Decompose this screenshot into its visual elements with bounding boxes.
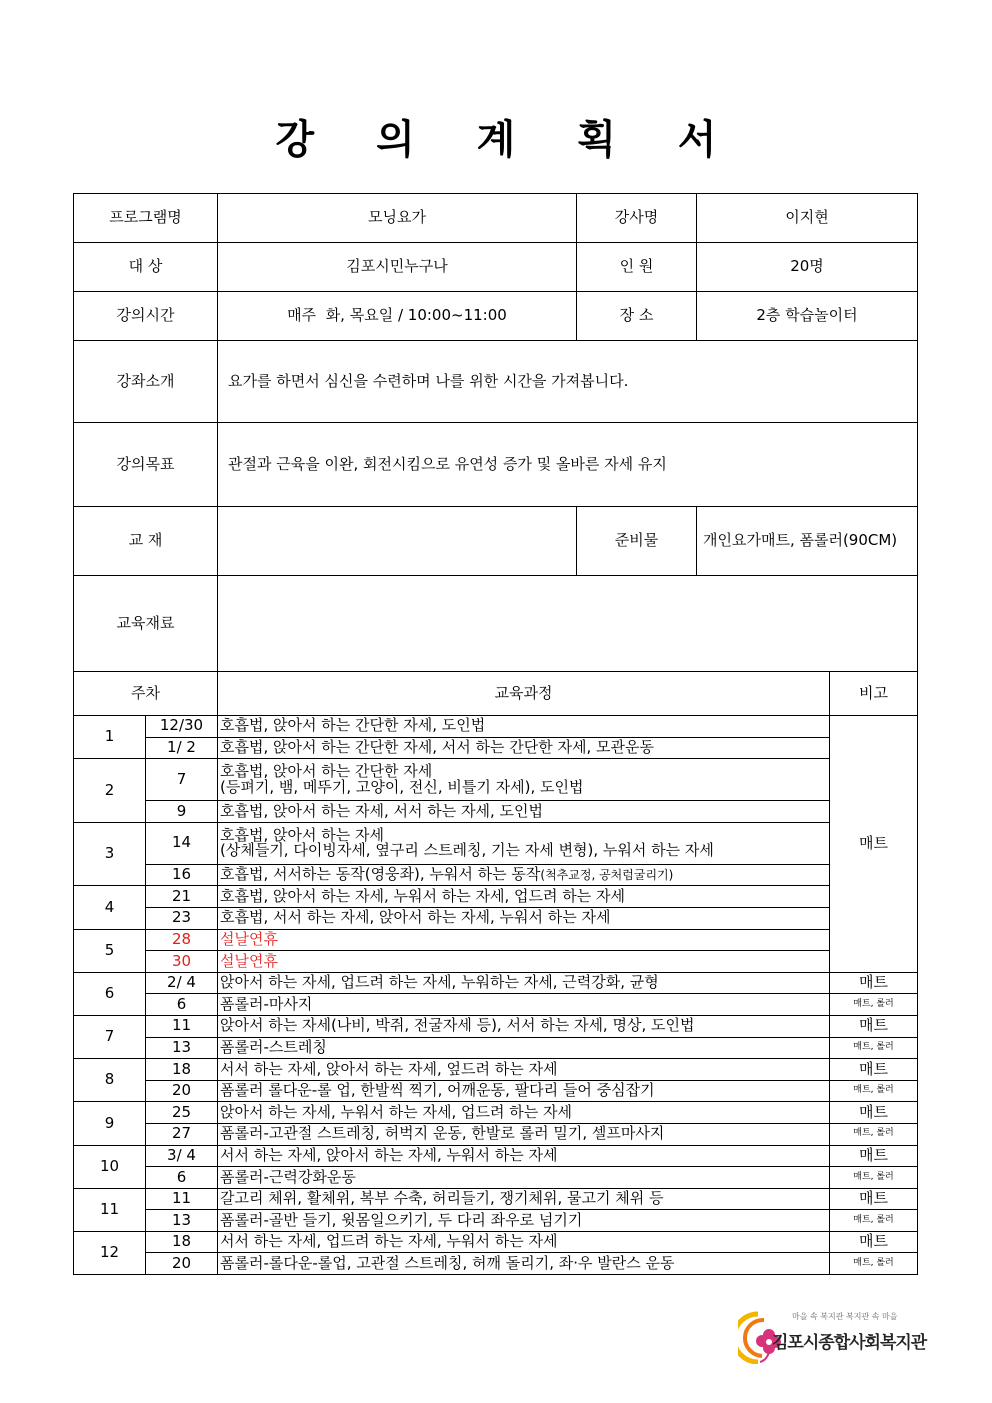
- session-date: 18: [146, 1231, 218, 1253]
- session-date: 23: [146, 907, 218, 929]
- time-value: 매주 화, 목요일 / 10:00~11:00: [218, 292, 577, 341]
- session-content-text: 호흡법, 서서 하는 자세, 앉아서 하는 자세, 누워서 하는 자세: [220, 908, 611, 927]
- session-content-note: (척추교정, 공처럼굴리기): [540, 868, 674, 883]
- material-value: [218, 576, 918, 672]
- session-date: 14: [146, 822, 218, 864]
- table-row: [74, 1059, 918, 1081]
- session-content: [218, 886, 830, 908]
- session-note: 매트: [830, 1231, 918, 1253]
- goal-label: 강의목표: [74, 423, 218, 507]
- table-row: [74, 1102, 918, 1124]
- week-header: 주차: [74, 672, 218, 716]
- session-content-text: 앉아서 하는 자세, 누워서 하는 자세, 업드려 하는 자세: [220, 1102, 572, 1121]
- welfare-center-logo: [738, 1308, 928, 1364]
- session-content-text: 서서 하는 자세, 앉아서 하는 자세, 엎드려 하는 자세: [220, 1059, 558, 1078]
- course-header: 교육과정: [218, 672, 830, 716]
- session-content: [218, 1102, 830, 1124]
- table-row: [74, 1080, 918, 1102]
- table-row: [74, 716, 918, 738]
- course-info-table: [73, 193, 918, 672]
- session-content: [218, 1145, 830, 1167]
- session-content: [218, 716, 830, 738]
- week-number: 8: [74, 1059, 146, 1102]
- session-content: [218, 1231, 830, 1253]
- session-note: 매트, 롤러: [830, 1253, 918, 1275]
- session-content-text: 서서 하는 자세, 앉아서 하는 자세, 누워서 하는 자세: [220, 1145, 558, 1164]
- textbook-value: [218, 507, 577, 576]
- schedule-table: [73, 671, 918, 1275]
- session-content-text: 폼롤러-골반 들기, 윗몸일으키기, 두 다리 좌우로 넘기기: [220, 1210, 583, 1229]
- session-content: [218, 972, 830, 994]
- session-content-text: 호흡법, 앉아서 하는 간단한 자세, 도인법: [220, 716, 486, 735]
- table-row: [74, 886, 918, 908]
- program-label: 프로그램명: [74, 194, 218, 243]
- session-content-text: 폼롤러-스트레칭: [220, 1037, 327, 1056]
- session-content-text: 앉아서 하는 자세(나비, 박쥐, 전굴자세 등), 서서 하는 자세, 명상, 도인법: [220, 1016, 695, 1035]
- session-date: 16: [146, 864, 218, 886]
- session-content-text: 서서 하는 자세, 업드려 하는 자세, 누워서 하는 자세: [220, 1232, 558, 1251]
- table-row: [74, 1037, 918, 1059]
- target-label: 대 상: [74, 243, 218, 292]
- session-date: 6: [146, 1167, 218, 1189]
- session-content: [218, 1080, 830, 1102]
- table-row: [74, 801, 918, 823]
- capacity-label: 인 원: [577, 243, 697, 292]
- session-content-text: 설날연휴: [220, 929, 278, 948]
- session-date: 7: [146, 759, 218, 801]
- session-date: 13: [146, 1037, 218, 1059]
- session-content: [218, 907, 830, 929]
- session-content: [218, 1253, 830, 1275]
- session-note: 매트: [830, 1188, 918, 1210]
- table-row: [74, 1188, 918, 1210]
- session-date: 30: [146, 951, 218, 973]
- session-note: 매트, 롤러: [830, 1037, 918, 1059]
- session-content: [218, 1059, 830, 1081]
- week-number: 3: [74, 822, 146, 886]
- session-date: 28: [146, 929, 218, 951]
- table-row: [74, 929, 918, 951]
- program-value: 모닝요가: [218, 194, 577, 243]
- session-content-text: 폼롤러-롤다운-롤업, 고관절 스트레칭, 허깨 돌리기, 좌·우 발란스 운동: [220, 1253, 675, 1272]
- session-content: [218, 1210, 830, 1232]
- session-content: [218, 1167, 830, 1189]
- session-note: 매트, 롤러: [830, 1123, 918, 1145]
- table-row: [74, 951, 918, 973]
- capacity-value: 20명: [697, 243, 918, 292]
- document-title: 강 의 계 획 서: [275, 117, 741, 163]
- week-number: 6: [74, 972, 146, 1015]
- session-note: 매트: [830, 1015, 918, 1037]
- table-row: [74, 1015, 918, 1037]
- table-row: [74, 1253, 918, 1275]
- table-row: [74, 864, 918, 886]
- time-label: 강의시간: [74, 292, 218, 341]
- session-date: 25: [146, 1102, 218, 1124]
- session-content-text-2: (상체들기, 다이빙자세, 옆구리 스트레칭, 기는 자세 변형), 누워서 하는 자세: [220, 841, 714, 860]
- session-note: 매트: [830, 1145, 918, 1167]
- session-note: 매트, 롤러: [830, 1080, 918, 1102]
- prep-value: 개인요가매트, 폼롤러(90CM): [697, 507, 918, 576]
- session-content: [218, 1188, 830, 1210]
- session-content: [218, 951, 830, 973]
- table-row: [74, 1145, 918, 1167]
- session-content: [218, 864, 830, 886]
- place-label: 장 소: [577, 292, 697, 341]
- session-note: 매트: [830, 1059, 918, 1081]
- session-note: 매트, 롤러: [830, 994, 918, 1016]
- table-row: [74, 907, 918, 929]
- material-label: 교육재료: [74, 576, 218, 672]
- week-number: 12: [74, 1231, 146, 1274]
- session-date: 12/30: [146, 716, 218, 738]
- session-content-text: 호흡법, 서서하는 동작(영웅좌), 누워서 하는 동작: [220, 865, 541, 884]
- goal-value: 관절과 근육을 이완, 회전시킴으로 유연성 증가 및 올바른 자세 유지: [218, 423, 918, 507]
- session-content: [218, 737, 830, 759]
- session-content-text: 호흡법, 앉아서 하는 자세, 누워서 하는 자세, 업드려 하는 자세: [220, 886, 625, 905]
- session-content-text: 호흡법, 앉아서 하는 간단한 자세: [220, 761, 433, 780]
- session-date: 20: [146, 1253, 218, 1275]
- session-note: 매트: [830, 972, 918, 994]
- target-value: 김포시민누구나: [218, 243, 577, 292]
- week-number: 11: [74, 1188, 146, 1231]
- session-content: [218, 759, 830, 801]
- merged-note: 매트: [830, 716, 918, 973]
- table-row: [74, 1231, 918, 1253]
- week-number: 2: [74, 759, 146, 823]
- table-row: [74, 737, 918, 759]
- table-row: [74, 1123, 918, 1145]
- logo-name: 김포시종합사회복지관: [772, 1333, 927, 1353]
- session-content: [218, 1037, 830, 1059]
- note-header: 비고: [830, 672, 918, 716]
- table-row: [74, 759, 918, 801]
- session-note: 매트: [830, 1102, 918, 1124]
- week-number: 10: [74, 1145, 146, 1188]
- textbook-label: 교 재: [74, 507, 218, 576]
- prep-label: 준비물: [577, 507, 697, 576]
- table-row: [74, 994, 918, 1016]
- session-date: 3/ 4: [146, 1145, 218, 1167]
- session-content: [218, 929, 830, 951]
- instructor-label: 강사명: [577, 194, 697, 243]
- session-content-text: 갈고리 체위, 활체위, 복부 수축, 허리들기, 쟁기체위, 물고기 체위 등: [220, 1189, 664, 1208]
- session-date: 9: [146, 801, 218, 823]
- session-content-text: 폼롤러-마사지: [220, 994, 313, 1013]
- schedule-header-row: [74, 672, 918, 716]
- table-row: [74, 972, 918, 994]
- week-number: 5: [74, 929, 146, 972]
- session-content: [218, 994, 830, 1016]
- session-content-text: 호흡법, 앉아서 하는 자세: [220, 825, 384, 844]
- session-date: 21: [146, 886, 218, 908]
- session-content-text: 호흡법, 앉아서 하는 간단한 자세, 서서 하는 간단한 자세, 모관운동: [220, 738, 654, 757]
- session-content-text-2: (등펴기, 뱀, 메뚜기, 고양이, 전신, 비틀기 자세), 도인법: [220, 777, 584, 796]
- week-number: 7: [74, 1015, 146, 1058]
- session-note: 매트, 롤러: [830, 1210, 918, 1232]
- session-date: 11: [146, 1015, 218, 1037]
- table-row: [74, 822, 918, 864]
- table-row: [74, 1167, 918, 1189]
- session-content: [218, 1123, 830, 1145]
- session-date: 2/ 4: [146, 972, 218, 994]
- session-content: [218, 822, 830, 864]
- session-content-text: 폼롤러-근력강화운동: [220, 1167, 356, 1186]
- session-content-text: 앉아서 하는 자세, 업드려 하는 자세, 누워하는 자세, 근력강화, 균형: [220, 973, 659, 992]
- logo-tagline: 마을 속 복지관 복지관 속 마을: [792, 1312, 898, 1321]
- session-date: 6: [146, 994, 218, 1016]
- session-date: 27: [146, 1123, 218, 1145]
- session-date: 20: [146, 1080, 218, 1102]
- session-date: 18: [146, 1059, 218, 1081]
- session-date: 13: [146, 1210, 218, 1232]
- session-content: [218, 801, 830, 823]
- table-row: [74, 1210, 918, 1232]
- session-content-text: 호흡법, 앉아서 하는 자세, 서서 하는 자세, 도인법: [220, 801, 543, 820]
- instructor-value: 이지현: [697, 194, 918, 243]
- place-value: 2층 학습놀이터: [697, 292, 918, 341]
- session-content-text: 폼롤러 롤다운-롤 업, 한발씩 찍기, 어깨운동, 팔다리 들어 중심잡기: [220, 1081, 655, 1100]
- session-content-text: 설날연휴: [220, 951, 278, 970]
- week-number: 9: [74, 1102, 146, 1145]
- session-content-text: 폼롤러-고관절 스트레칭, 허벅지 운동, 한발로 롤러 밀기, 셀프마사지: [220, 1124, 665, 1143]
- session-date: 1/ 2: [146, 737, 218, 759]
- intro-value: 요가를 하면서 심신을 수련하며 나를 위한 시간을 가져봅니다.: [218, 341, 918, 423]
- intro-label: 강좌소개: [74, 341, 218, 423]
- week-number: 4: [74, 886, 146, 929]
- session-date: 11: [146, 1188, 218, 1210]
- session-content: [218, 1015, 830, 1037]
- session-note: 매트, 롤러: [830, 1167, 918, 1189]
- week-number: 1: [74, 716, 146, 759]
